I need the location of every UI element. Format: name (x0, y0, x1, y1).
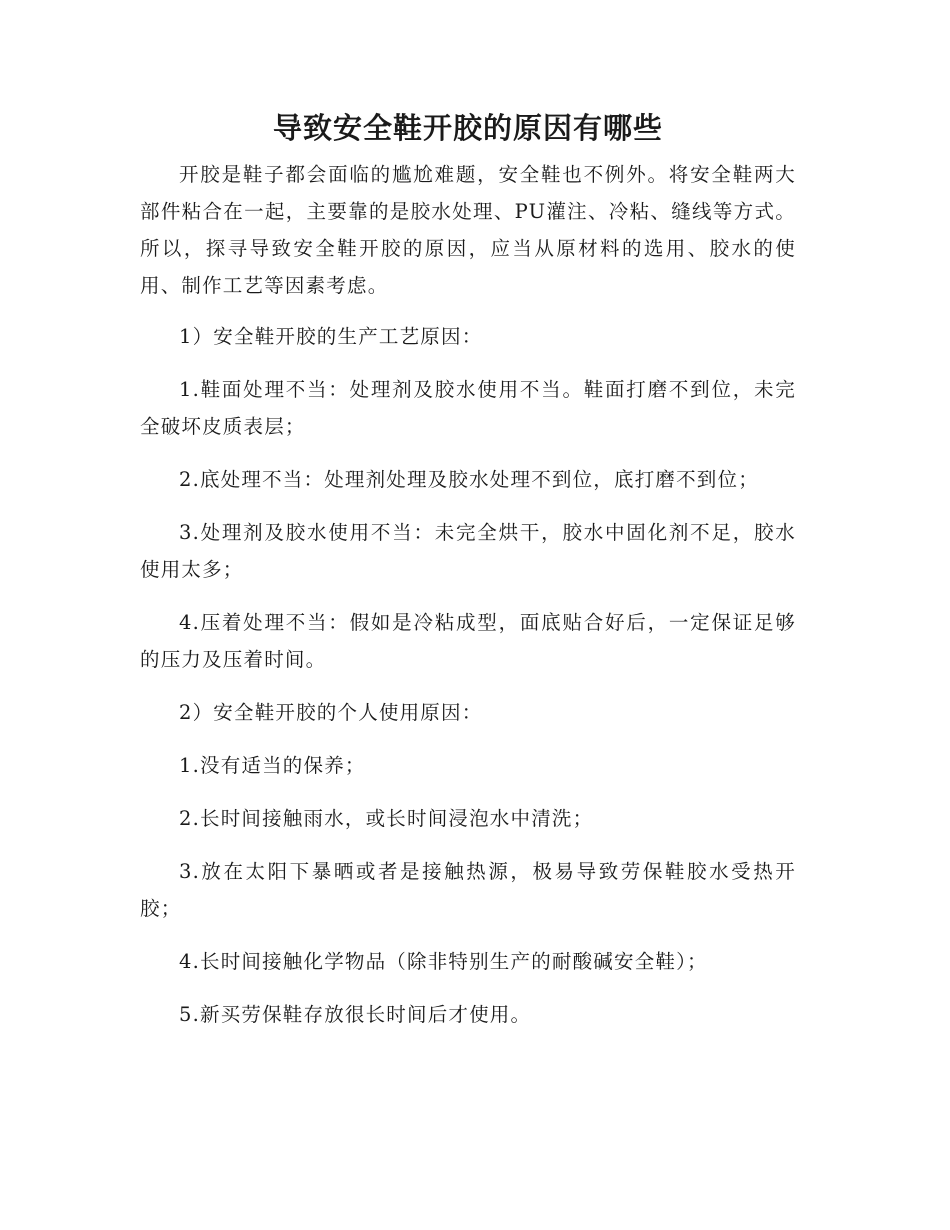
document-title: 导致安全鞋开胶的原因有哪些 (272, 111, 663, 145)
section1-heading: 1）安全鞋开胶的生产工艺原因： (179, 325, 483, 348)
section2-item-4: 4.长时间接触化学物品（除非特别生产的耐酸碱安全鞋）； (179, 950, 708, 973)
section1-item-4: 4.压着处理不当：假如是冷粘成型，面底贴合好后，一定保证足够的压力及压着时间。 (140, 611, 796, 671)
section2-item-5: 5.新买劳保鞋存放很长时间后才使用。 (179, 1003, 532, 1026)
intro-paragraph: 开胶是鞋子都会面临的尴尬难题，安全鞋也不例外。将安全鞋两大部件粘合在一起，主要靠的是胶水处理、PU灌注、冷粘、缝线等方式。所以，探寻导致安全鞋开胶的原因，应当从原材料的选用、胶水的使用、制作工艺等因素考虑。 (140, 163, 796, 297)
section2-item-2: 2.长时间接触雨水，或长时间浸泡水中清洗； (179, 807, 594, 830)
section1-item-1: 1.鞋面处理不当：处理剂及胶水使用不当。鞋面打磨不到位，未完全破坏皮质表层； (140, 378, 796, 438)
section1-item-3: 3.处理剂及胶水使用不当：未完全烘干，胶水中固化剂不足，胶水使用太多； (140, 521, 796, 581)
document-page (140, 108, 796, 1049)
section2-heading: 2）安全鞋开胶的个人使用原因： (179, 701, 483, 724)
section2-item-1: 1.没有适当的保养； (179, 754, 366, 777)
section2-item-3: 3.放在太阳下暴晒或者是接触热源，极易导致劳保鞋胶水受热开胶； (140, 860, 796, 920)
section1-item-2: 2.底处理不当：处理剂处理及胶水处理不到位，底打磨不到位； (179, 468, 759, 491)
